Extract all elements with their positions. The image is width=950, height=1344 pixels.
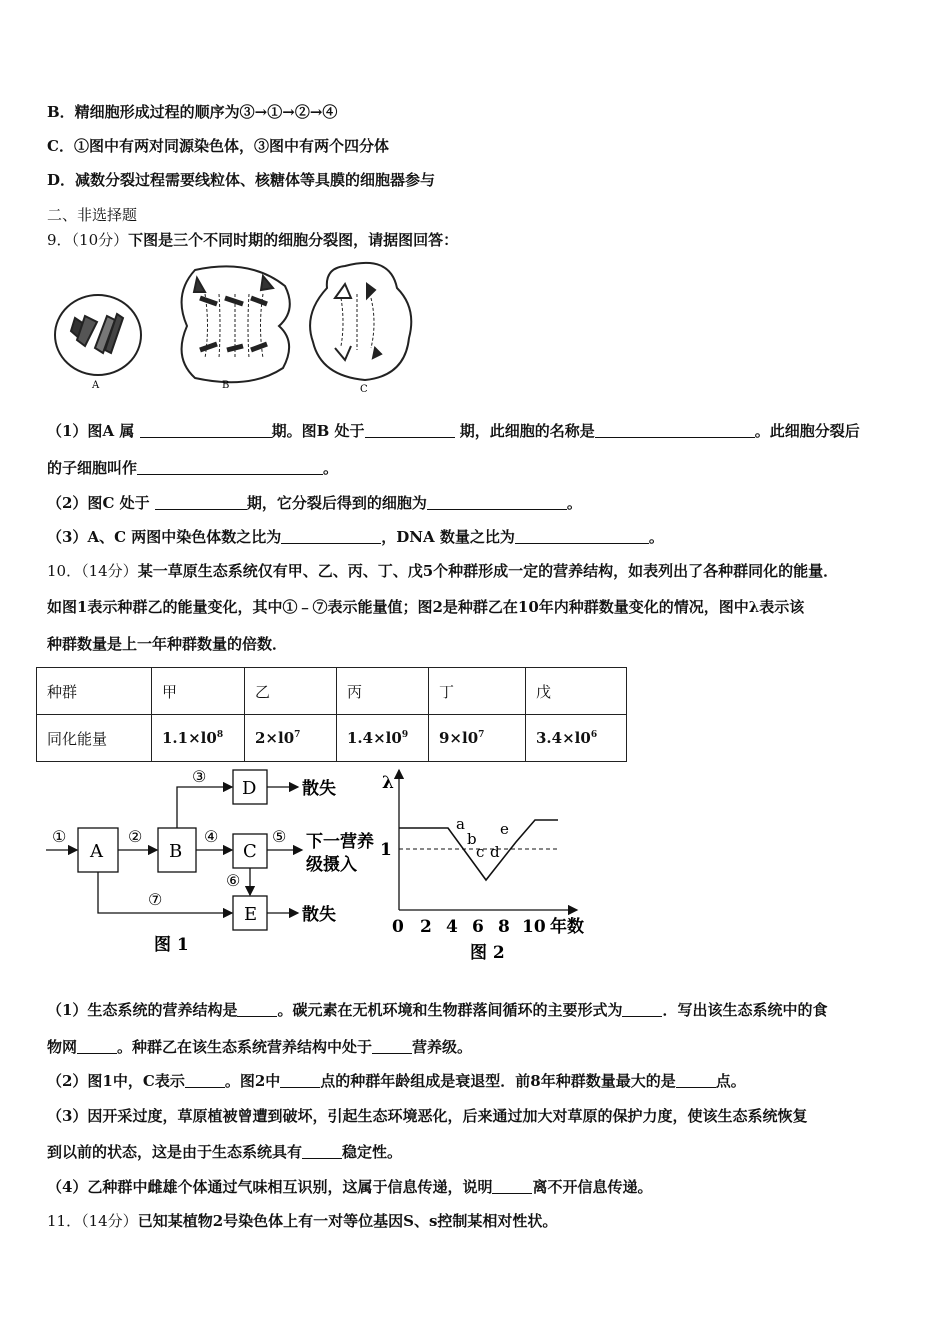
q10-sub1-line1 (47, 1000, 827, 1020)
q9-stem (47, 230, 458, 250)
table-cell-exp: 9 (401, 730, 409, 740)
cell-b-label: B (222, 380, 230, 391)
q11-number: 11． (47, 1212, 82, 1230)
point-e-label: e (500, 820, 509, 838)
table-header-row (37, 668, 627, 715)
q10-sub4 (47, 1177, 652, 1197)
table-cell (429, 715, 526, 762)
q9-sub1-text-f: 处于 (334, 422, 365, 440)
table-row (37, 715, 627, 762)
q9-sub1-text-g: 期，此细胞的名称是 (459, 422, 595, 440)
q10-blank-2[interactable] (622, 1000, 662, 1017)
c-output-label-2: 级摄入 (306, 855, 357, 875)
c-output-label-1: 下一营养 (306, 832, 374, 852)
q10-blank-3[interactable] (77, 1037, 117, 1054)
q9-blank-7[interactable] (281, 527, 381, 544)
x-tick-4: 4 (446, 917, 458, 937)
q10-blank-7[interactable] (676, 1071, 716, 1088)
q10-blank-8[interactable] (302, 1142, 342, 1159)
q10-blank-4[interactable] (372, 1037, 412, 1054)
q9-sub3-text-b: A、C (87, 528, 127, 546)
figure-1-caption: 图 1 (154, 935, 189, 955)
q11-stem (47, 1211, 557, 1231)
arrow-2-label: ② (128, 827, 143, 846)
x-tick-2: 2 (420, 917, 432, 937)
q9-sub1-text-h: 。此细胞分裂后 (754, 422, 860, 440)
population-energy-table (36, 667, 627, 762)
node-a-label: A (90, 841, 103, 862)
section-title: 二、非选择题 (47, 206, 138, 224)
option-d: D．减数分裂过程需要线粒体、核糖体等具膜的细胞器参与 (47, 171, 436, 189)
table-cell (152, 715, 245, 762)
table-header-cell: 甲 (152, 668, 245, 715)
q10-sub1-text-d: 物网 (47, 1038, 78, 1056)
cell-a-label: A (92, 380, 100, 391)
node-c-label: C (243, 841, 257, 862)
q10-sub2 (47, 1071, 746, 1091)
x-tick-0: 0 (392, 917, 404, 937)
lambda-chart (372, 762, 612, 972)
table-cell-exp: 7 (294, 730, 301, 740)
d-output-label: 散失 (302, 779, 336, 799)
q10-sub1-text-b: 。碳元素在无机环境和生物群落间循环的主要形式为 (277, 1001, 623, 1019)
table-cell-base: 9×l0 (439, 729, 479, 747)
node-e-label: E (244, 904, 258, 925)
q9-score: （10分） (71, 231, 129, 249)
e-output-label: 散失 (302, 905, 336, 925)
q9-sub2 (47, 493, 582, 513)
q10-sub1-line2 (47, 1037, 472, 1057)
table-cell-base: 1.4×l0 (347, 729, 402, 747)
cell-division-figure (45, 258, 425, 398)
q10-sub1-text-f: 营养级。 (412, 1038, 473, 1056)
q10-sub4-text-a: （4）乙种群中雌雄个体通过气味相互识别，这属于信息传递，说明 (47, 1178, 493, 1196)
q9-blank-8[interactable] (515, 527, 649, 544)
q10-score: （14分） (81, 562, 138, 580)
q10-sub3-text-c: 稳定性。 (342, 1143, 403, 1161)
table-header-cell: 丙 (337, 668, 429, 715)
point-a-label: a (456, 815, 465, 833)
q9-sub2-text-b: C (102, 494, 115, 512)
q9-sub2-text-c: 处于 (119, 494, 150, 512)
cell-b (182, 266, 290, 382)
q9-number: 9． (47, 231, 72, 249)
q10-sub3-text-b: 到以前的状态，这是由于生态系统具有 (47, 1143, 303, 1161)
y-tick-1: 1 (380, 840, 392, 860)
q9-sub3 (47, 527, 664, 547)
table-cell (337, 715, 429, 762)
q10-blank-6[interactable] (280, 1071, 320, 1088)
arrow-1-label: ① (52, 827, 67, 846)
q10-line3: 种群数量是上一年种群数量的倍数． (47, 635, 288, 653)
y-axis-label: λ (382, 773, 394, 793)
cell-c-label: C (360, 384, 368, 395)
q9-stem-text: 下图是三个不同时期的细胞分裂图，请据图回答： (128, 231, 459, 249)
arrow-3-label: ③ (192, 767, 207, 786)
q9-sub1-line2 (47, 458, 338, 478)
table-cell-exp: 6 (590, 730, 598, 740)
q9-sub1-text-e: B (316, 422, 330, 440)
option-c: C．①图中有两对同源染色体，③图中有两个四分体 (47, 137, 389, 155)
q9-sub1-text-a: （1）图 (47, 422, 103, 440)
q9-sub3-text-f: 数量之比为 (439, 528, 515, 546)
x-axis-label: 年数 (550, 917, 584, 937)
option-b: B．精细胞形成过程的顺序为③→①→②→④ (47, 103, 338, 121)
q9-sub1-text-d: 期。图 (271, 422, 317, 440)
point-b-label: b (467, 830, 477, 848)
x-tick-6: 6 (472, 917, 484, 937)
x-tick-8: 8 (498, 917, 510, 937)
q10-sub1-text-e: 。种群乙在该生态系统营养结构中处于 (117, 1038, 373, 1056)
q10-blank-9[interactable] (492, 1177, 532, 1194)
q9-blank-1[interactable] (140, 421, 272, 438)
q10-line2: 如图1表示种群乙的能量变化，其中①﹣⑦表示能量值；图2是种群乙在10年内种群数量变化的情况，图中λ表示该 (47, 598, 805, 616)
table-cell-base: 1.1×l0 (162, 729, 217, 747)
q11-score: （14分） (81, 1212, 138, 1230)
q10-sub3-line1: （3）因开采过度，草原植被曾遭到破坏，引起生态环境恶化，后来通过加大对草原的保护力度，使该生态系统恢复 (47, 1107, 808, 1125)
q9-sub3-text-d: ， (381, 528, 397, 546)
q9-sub1-text-j: 。 (323, 459, 339, 477)
q9-sub3-text-c: 两图中染色体数之比为 (131, 528, 282, 546)
q9-sub3-text-g: 。 (648, 528, 664, 546)
arrow-5-label: ⑤ (272, 827, 287, 846)
arrow-6-label: ⑥ (226, 871, 241, 890)
q10-sub2-text-a: （2）图1中，C表示 (47, 1072, 185, 1090)
table-cell-exp: 7 (478, 730, 485, 740)
table-header-cell: 乙 (245, 668, 337, 715)
q9-blank-2[interactable] (365, 421, 455, 438)
q10-sub1-text-a: （1）生态系统的营养结构是 (47, 1001, 238, 1019)
q10-blank-5[interactable] (185, 1071, 225, 1088)
q9-sub3-text-e: DNA (396, 528, 435, 546)
q9-sub2-text-a: （2）图 (47, 494, 103, 512)
q9-sub1-line1 (47, 421, 860, 441)
q10-sub2-text-c: 点的种群年龄组成是衰退型．前8年种群数量最大的是 (320, 1072, 676, 1090)
q9-blank-5[interactable] (155, 493, 247, 510)
q10-blank-1[interactable] (237, 1000, 277, 1017)
q9-sub1-text-c: 属 (119, 422, 135, 440)
q11-stem-text: 已知某植物2号染色体上有一对等位基因S、s控制某相对性状。 (137, 1212, 558, 1230)
q10-sub3-line2 (47, 1142, 402, 1162)
table-cell-exp: 8 (216, 730, 224, 740)
cell-c (310, 263, 411, 380)
energy-flow-diagram (40, 762, 390, 962)
table-cell (245, 715, 337, 762)
q10-line1-text: 某一草原生态系统仅有甲、乙、丙、丁、戊5个种群形成一定的营养结构，如表列出了各种群同化的能量． (137, 562, 839, 580)
q10-sub1-text-c: ．写出该生态系统中的食 (662, 1001, 828, 1019)
x-tick-10: 10 (522, 917, 546, 937)
q10-sub2-text-d: 点。 (715, 1072, 746, 1090)
q9-sub2-text-e: 。 (566, 494, 582, 512)
figure-2-caption: 图 2 (470, 943, 505, 963)
q10-sub4-text-b: 离不开信息传递。 (532, 1178, 653, 1196)
point-c-label: c (476, 843, 485, 861)
node-b-label: B (169, 841, 183, 862)
arrow-4-label: ④ (204, 827, 219, 846)
q9-sub3-text-a: （3） (47, 528, 88, 546)
q9-sub1-text-i: 的子细胞叫作 (47, 459, 138, 477)
q10-number: 10． (47, 562, 82, 580)
q9-sub2-text-d: 期，它分裂后得到的细胞为 (246, 494, 427, 512)
table-row-label: 同化能量 (37, 715, 152, 762)
q9-blank-6[interactable] (427, 493, 567, 510)
point-d-label: d (490, 843, 500, 861)
table-cell-base: 2×l0 (255, 729, 295, 747)
arrow-7-label: ⑦ (148, 890, 163, 909)
table-header-cell: 种群 (37, 668, 152, 715)
q10-sub2-text-b: 。图2中 (224, 1072, 281, 1090)
table-cell-base: 3.4×l0 (536, 729, 591, 747)
cell-a (55, 295, 141, 375)
q9-blank-4[interactable] (137, 458, 323, 475)
table-cell (526, 715, 627, 762)
q9-sub1-text-b: A (102, 422, 115, 440)
table-header-cell: 丁 (429, 668, 526, 715)
node-d-label: D (242, 778, 257, 799)
table-header-cell: 戊 (526, 668, 627, 715)
q9-blank-3[interactable] (595, 421, 755, 438)
q10-line1 (47, 561, 838, 581)
